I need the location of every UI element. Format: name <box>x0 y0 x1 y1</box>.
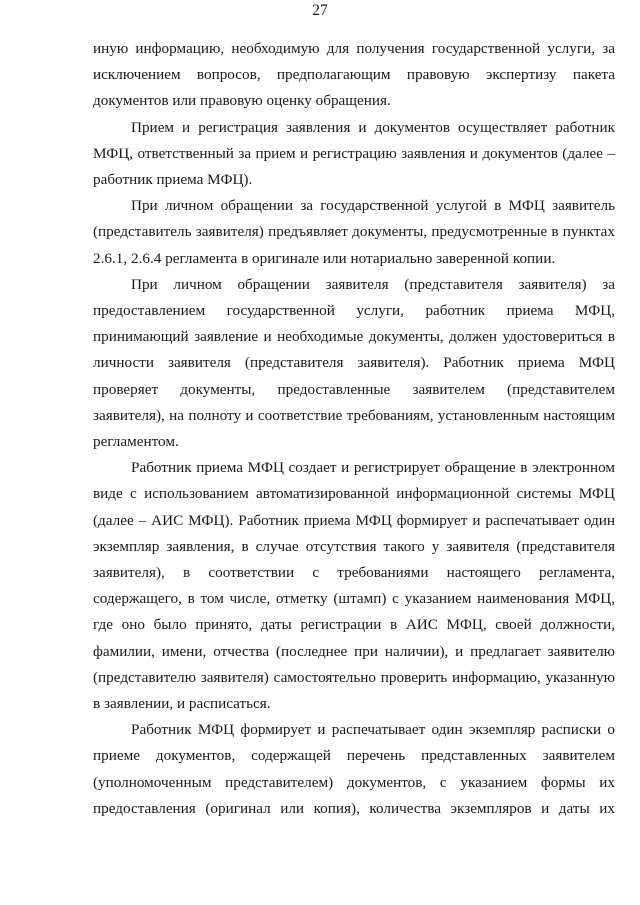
page-number: 27 <box>312 2 328 19</box>
paragraph-registration: Прием и регистрация заявления и документов осуществляет работник МФЦ, ответственный за прием и регистрацию заявления и документов (далее – работник приема МФЦ). <box>93 118 615 189</box>
paragraph-receipt: Работник МФЦ формирует и распечатывает один экземпляр расписки о приеме документов, содержащей перечень представленных заявителем (уполномоченным представителем) документов, с указанием формы их предоставления (оригинал или копия), количества экземпляров и даты их <box>93 721 615 817</box>
document-body <box>93 36 615 822</box>
paragraph-ais-registration: Работник приема МФЦ создает и регистрирует обращение в электронном виде с использованием автоматизированной информационной системы МФЦ (далее – АИС МФЦ). Работник приема МФЦ формирует и распечатывает один экземпляр заявления, в случае отсутствия такого у заявителя (представителя заявителя), в соответствии с требованиями настоящего регламента, содержащего, в том числе, отметку (штамп) с указанием наименования МФЦ, где оно было принято, даты регистрации в АИС МФЦ, своей должности, фамилии, имени, отчества (последнее при наличии), и предлагает заявителю (представителю заявителя) самостоятельно проверить информацию, указанную в заявлении, и расписаться. <box>93 459 615 713</box>
paragraph-continuation: иную информацию, необходимую для получения государственной услуги, за исключением вопросов, предполагающим правовую экспертизу пакета документов или правовую оценку обращения. <box>93 40 615 110</box>
paragraph-personal-appeal: При личном обращении за государственной услугой в МФЦ заявитель (представитель заявителя) предъявляет документы, предусмотренные в пунктах 2.6.1, 2.6.4 регламента в оригинале или нотариально заверенной копии. <box>93 197 615 267</box>
paragraph-identity-check: При личном обращении заявителя (представителя заявителя) за предоставлением государственной услуги, работник приема МФЦ, принимающий заявление и необходимые документы, должен удостовериться в личности заявителя (представителя заявителя). Работник приема МФЦ проверяет документы, предоставленные заявителем (представителем заявителя), на полноту и соответствие требованиям, установленным настоящим регламентом. <box>93 275 615 451</box>
